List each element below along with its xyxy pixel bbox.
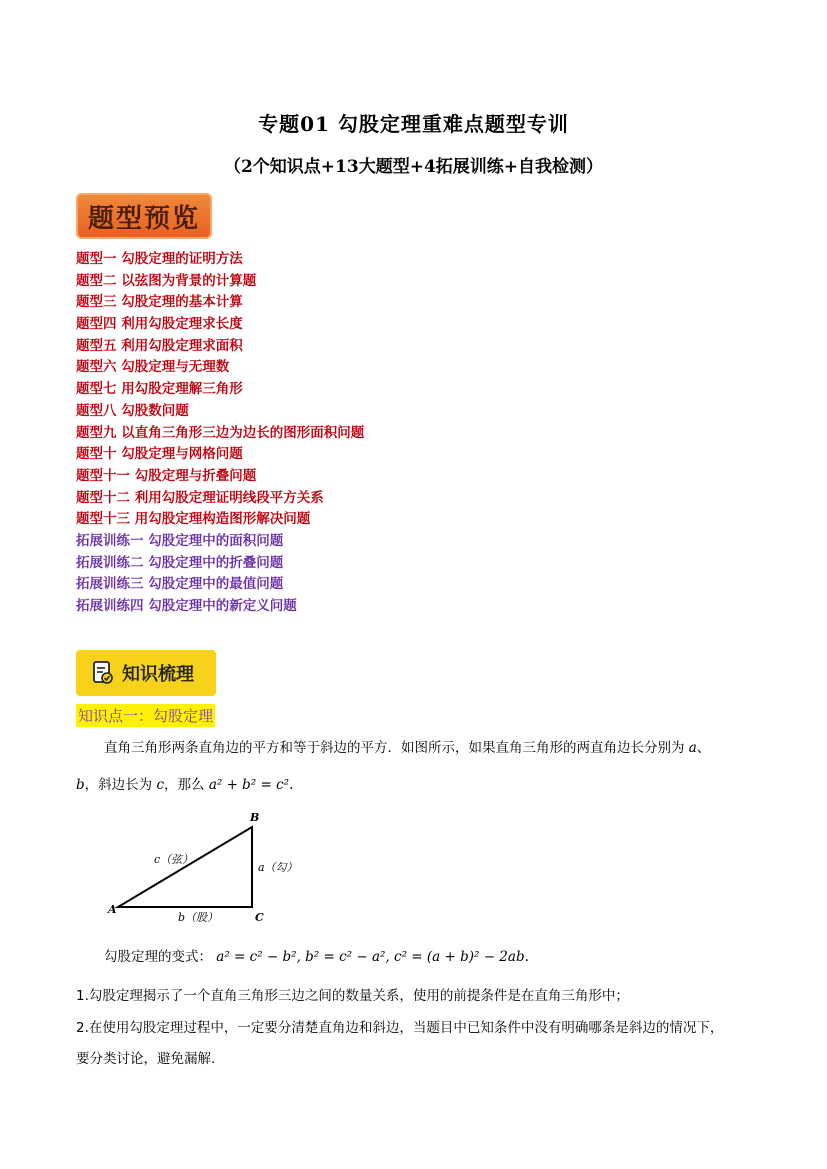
note-2-line-2: 要分类讨论，避免漏解. (76, 1051, 216, 1067)
knowledge-point-heading: 知识点一：勾股定理 (76, 704, 215, 727)
page-subtitle: （2个知识点+13大题型+4拓展训练+自我检测） (223, 157, 604, 177)
vertex-a-label: A (108, 903, 117, 916)
vertex-c-label: C (255, 911, 264, 924)
topic-item: 拓展训练二 勾股定理中的折叠问题 (76, 554, 284, 571)
intro-line-1: 直角三角形两条直角边的平方和等于斜边的平方．如图所示，如果直角三角形的两直角边长分别为 a、 (104, 740, 711, 756)
preview-badge: 题型预览 (76, 193, 212, 239)
vertex-b-label: B (250, 811, 260, 824)
variant-line: 勾股定理的变式： a² = c² − b², b² = c² − a², c² = (a + b)² − 2ab. (104, 949, 529, 965)
topic-item: 题型十一 勾股定理与折叠问题 (76, 467, 257, 484)
leg-a-label: a（勾） (258, 861, 298, 874)
hypotenuse-label: c（弦） (154, 853, 194, 866)
knowledge-badge-label: 知识梳理 (122, 664, 194, 685)
topic-item: 题型三 勾股定理的基本计算 (76, 294, 243, 311)
variant-formula: a² = c² − b², b² = c² − a², c² = (a + b)² − 2ab. (216, 949, 529, 965)
topic-item: 题型六 勾股定理与无理数 (76, 359, 230, 376)
topic-item: 题型一 勾股定理的证明方法 (76, 251, 243, 267)
topic-item: 题型二 以弦图为背景的计算题 (76, 272, 257, 289)
intro-line-2: b，斜边长为 c，那么 a² + b² = c². (76, 777, 294, 793)
topic-item: 题型八 勾股数问题 (76, 402, 189, 419)
right-triangle-diagram (100, 805, 320, 925)
topic-item: 拓展训练三 勾股定理中的最值问题 (76, 576, 284, 593)
knowledge-badge (76, 650, 216, 696)
leg-b-label: b（股） (178, 911, 219, 924)
document-check-icon (92, 660, 114, 686)
topic-item: 题型十二 利用勾股定理证明线段平方关系 (76, 489, 324, 506)
pythagorean-formula: a² + b² = c². (208, 777, 294, 793)
topic-item: 题型五 利用勾股定理求面积 (76, 337, 243, 354)
topic-item: 题型十三 用勾股定理构造图形解决问题 (76, 511, 311, 528)
topic-item: 拓展训练一 勾股定理中的面积问题 (76, 532, 284, 549)
topic-item: 题型十 勾股定理与网格问题 (76, 446, 243, 463)
topic-item: 题型九 以直角三角形三边为边长的图形面积问题 (76, 424, 365, 441)
page-title: 专题01 勾股定理重难点题型专训 (258, 112, 569, 136)
topic-item: 拓展训练四 勾股定理中的新定义问题 (76, 598, 297, 614)
note-1: 1.勾股定理揭示了一个直角三角形三边之间的数量关系，使用的前提条件是在直角三角形中； (76, 988, 629, 1004)
topic-item: 题型七 用勾股定理解三角形 (76, 381, 243, 398)
topic-list (76, 249, 364, 618)
topic-item: 题型四 利用勾股定理求长度 (76, 316, 243, 333)
note-2-line-1: 2.在使用勾股定理过程中，一定要分清楚直角边和斜边，当题目中已知条件中没有明确哪条是斜边的情况下， (76, 1020, 724, 1036)
